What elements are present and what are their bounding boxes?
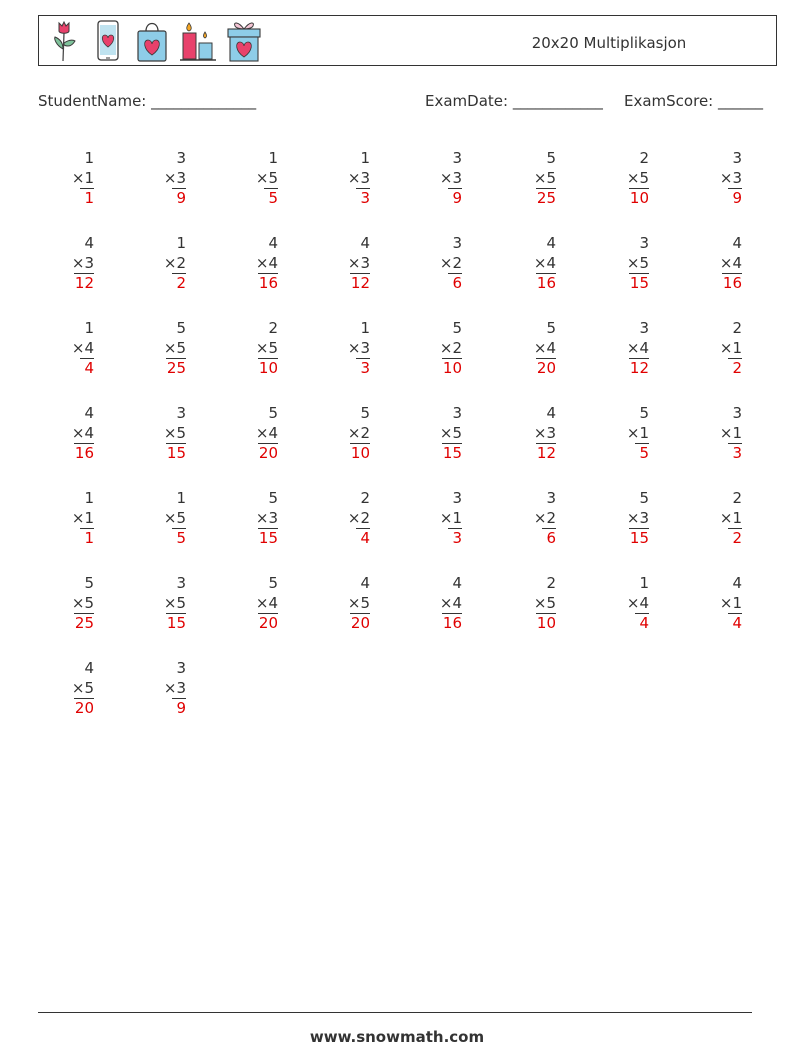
problem-answer: 2 bbox=[732, 529, 742, 547]
problem-multiplier: ×4 bbox=[719, 253, 742, 272]
problem-13 bbox=[422, 234, 462, 294]
problem-multiplicand: 5 bbox=[452, 319, 462, 337]
problem-answer: 20 bbox=[258, 614, 278, 632]
problem-multiplicand: 4 bbox=[546, 404, 556, 422]
problem-18 bbox=[146, 319, 186, 379]
problem-8 bbox=[702, 149, 742, 209]
problem-28 bbox=[330, 404, 370, 464]
problem-27 bbox=[238, 404, 278, 464]
problem-multiplier: ×4 bbox=[71, 423, 94, 442]
problem-39 bbox=[609, 489, 649, 549]
problem-2 bbox=[146, 149, 186, 209]
problem-40 bbox=[702, 489, 742, 549]
problem-multiplier: ×5 bbox=[439, 423, 462, 442]
problem-answer: 10 bbox=[258, 359, 278, 377]
problem-12 bbox=[330, 234, 370, 294]
problem-42 bbox=[146, 574, 186, 634]
problem-answer: 25 bbox=[74, 614, 94, 632]
problem-multiplicand: 2 bbox=[639, 149, 649, 167]
problem-answer: 1 bbox=[84, 189, 94, 207]
problem-answer: 9 bbox=[176, 189, 186, 207]
problem-multiplier: ×3 bbox=[163, 168, 186, 187]
problem-answer: 10 bbox=[442, 359, 462, 377]
problem-multiplicand: 5 bbox=[84, 574, 94, 592]
problem-answer: 12 bbox=[350, 274, 370, 292]
problem-50 bbox=[146, 659, 186, 719]
problem-34 bbox=[146, 489, 186, 549]
problem-multiplier: ×1 bbox=[719, 593, 742, 612]
problem-16 bbox=[702, 234, 742, 294]
problem-answer: 20 bbox=[536, 359, 556, 377]
problem-48 bbox=[702, 574, 742, 634]
problem-10 bbox=[146, 234, 186, 294]
problem-3 bbox=[238, 149, 278, 209]
problem-multiplier: ×4 bbox=[626, 593, 649, 612]
problem-multiplier: ×5 bbox=[163, 338, 186, 357]
problem-multiplier: ×4 bbox=[626, 338, 649, 357]
problem-multiplier: ×3 bbox=[347, 338, 370, 357]
problem-multiplicand: 1 bbox=[360, 319, 370, 337]
problem-answer: 4 bbox=[360, 529, 370, 547]
problem-multiplier: ×5 bbox=[163, 593, 186, 612]
problem-answer: 20 bbox=[350, 614, 370, 632]
problem-multiplicand: 5 bbox=[268, 404, 278, 422]
problem-multiplicand: 5 bbox=[176, 319, 186, 337]
problem-answer: 4 bbox=[732, 614, 742, 632]
problem-answer: 4 bbox=[84, 359, 94, 377]
problem-22 bbox=[516, 319, 556, 379]
problem-multiplicand: 3 bbox=[452, 489, 462, 507]
problem-answer: 6 bbox=[546, 529, 556, 547]
problem-multiplicand: 4 bbox=[268, 234, 278, 252]
problem-answer: 3 bbox=[732, 444, 742, 462]
problem-26 bbox=[146, 404, 186, 464]
problem-multiplier: ×1 bbox=[439, 508, 462, 527]
problem-multiplicand: 4 bbox=[732, 234, 742, 252]
problem-multiplicand: 1 bbox=[176, 489, 186, 507]
problem-multiplier: ×2 bbox=[347, 508, 370, 527]
problem-9 bbox=[54, 234, 94, 294]
problem-multiplicand: 5 bbox=[546, 319, 556, 337]
problem-multiplier: ×3 bbox=[347, 168, 370, 187]
problem-36 bbox=[330, 489, 370, 549]
problem-answer: 5 bbox=[268, 189, 278, 207]
problem-multiplicand: 3 bbox=[176, 574, 186, 592]
problem-30 bbox=[516, 404, 556, 464]
problem-multiplicand: 1 bbox=[84, 319, 94, 337]
problem-multiplier: ×2 bbox=[163, 253, 186, 272]
problem-answer: 15 bbox=[258, 529, 278, 547]
problem-multiplier: ×3 bbox=[439, 168, 462, 187]
problem-multiplicand: 5 bbox=[268, 574, 278, 592]
problem-multiplicand: 3 bbox=[639, 234, 649, 252]
problem-1 bbox=[54, 149, 94, 209]
problem-multiplier: ×4 bbox=[533, 338, 556, 357]
problem-multiplier: ×1 bbox=[719, 338, 742, 357]
problem-multiplicand: 3 bbox=[732, 404, 742, 422]
problem-answer: 20 bbox=[258, 444, 278, 462]
problem-43 bbox=[238, 574, 278, 634]
footer-website: www.snowmath.com bbox=[309, 1028, 485, 1046]
problem-multiplicand: 4 bbox=[360, 574, 370, 592]
problem-answer: 12 bbox=[536, 444, 556, 462]
problem-multiplier: ×4 bbox=[255, 593, 278, 612]
problem-answer: 15 bbox=[629, 529, 649, 547]
problem-answer: 15 bbox=[166, 444, 186, 462]
problem-29 bbox=[422, 404, 462, 464]
problem-multiplier: ×4 bbox=[71, 338, 94, 357]
problem-multiplicand: 3 bbox=[176, 404, 186, 422]
problem-31 bbox=[609, 404, 649, 464]
problem-49 bbox=[54, 659, 94, 719]
problem-answer: 25 bbox=[536, 189, 556, 207]
problem-multiplicand: 2 bbox=[360, 489, 370, 507]
problem-answer: 20 bbox=[74, 699, 94, 717]
problem-multiplier: ×5 bbox=[71, 678, 94, 697]
problem-multiplier: ×5 bbox=[255, 168, 278, 187]
problem-multiplicand: 3 bbox=[176, 149, 186, 167]
problem-multiplicand: 4 bbox=[360, 234, 370, 252]
problem-multiplicand: 4 bbox=[732, 574, 742, 592]
problem-answer: 2 bbox=[732, 359, 742, 377]
problem-38 bbox=[516, 489, 556, 549]
problem-multiplicand: 2 bbox=[732, 319, 742, 337]
problem-answer: 9 bbox=[176, 699, 186, 717]
problem-11 bbox=[238, 234, 278, 294]
problem-4 bbox=[330, 149, 370, 209]
problem-answer: 6 bbox=[452, 274, 462, 292]
problem-25 bbox=[54, 404, 94, 464]
problem-answer: 12 bbox=[74, 274, 94, 292]
problem-multiplier: ×3 bbox=[533, 423, 556, 442]
problem-47 bbox=[609, 574, 649, 634]
problem-answer: 2 bbox=[176, 274, 186, 292]
problem-answer: 9 bbox=[732, 189, 742, 207]
problem-6 bbox=[516, 149, 556, 209]
problem-multiplier: ×2 bbox=[347, 423, 370, 442]
problem-multiplier: ×3 bbox=[626, 508, 649, 527]
problem-32 bbox=[702, 404, 742, 464]
problem-multiplier: ×5 bbox=[163, 423, 186, 442]
problem-multiplier: ×3 bbox=[347, 253, 370, 272]
problem-multiplicand: 4 bbox=[84, 234, 94, 252]
problem-multiplicand: 3 bbox=[732, 149, 742, 167]
problem-multiplier: ×2 bbox=[439, 253, 462, 272]
problem-multiplier: ×5 bbox=[626, 168, 649, 187]
problem-multiplicand: 3 bbox=[176, 659, 186, 677]
student-name-field[interactable]: StudentName: ______________ bbox=[38, 92, 257, 110]
problem-multiplier: ×4 bbox=[255, 423, 278, 442]
problem-answer: 5 bbox=[176, 529, 186, 547]
problem-answer: 15 bbox=[629, 274, 649, 292]
problem-14 bbox=[516, 234, 556, 294]
problem-multiplier: ×5 bbox=[533, 593, 556, 612]
problem-multiplicand: 1 bbox=[360, 149, 370, 167]
problem-multiplier: ×5 bbox=[255, 338, 278, 357]
problem-answer: 9 bbox=[452, 189, 462, 207]
problem-answer: 10 bbox=[536, 614, 556, 632]
problem-15 bbox=[609, 234, 649, 294]
problem-answer: 16 bbox=[258, 274, 278, 292]
problem-multiplier: ×1 bbox=[719, 508, 742, 527]
problem-multiplier: ×3 bbox=[71, 253, 94, 272]
problem-21 bbox=[422, 319, 462, 379]
problem-answer: 4 bbox=[639, 614, 649, 632]
problem-multiplicand: 5 bbox=[639, 404, 649, 422]
problem-multiplier: ×1 bbox=[719, 423, 742, 442]
problem-multiplicand: 3 bbox=[639, 319, 649, 337]
problem-answer: 3 bbox=[452, 529, 462, 547]
problem-answer: 15 bbox=[442, 444, 462, 462]
problem-multiplier: ×5 bbox=[71, 593, 94, 612]
problem-multiplicand: 5 bbox=[268, 489, 278, 507]
problem-answer: 3 bbox=[360, 189, 370, 207]
problem-multiplier: ×4 bbox=[439, 593, 462, 612]
problem-5 bbox=[422, 149, 462, 209]
problem-41 bbox=[54, 574, 94, 634]
problem-multiplier: ×5 bbox=[163, 508, 186, 527]
problem-multiplicand: 5 bbox=[546, 149, 556, 167]
problem-multiplier: ×1 bbox=[71, 168, 94, 187]
problem-multiplicand: 3 bbox=[452, 234, 462, 252]
problem-multiplicand: 5 bbox=[639, 489, 649, 507]
problem-answer: 25 bbox=[166, 359, 186, 377]
problem-multiplier: ×2 bbox=[439, 338, 462, 357]
problem-37 bbox=[422, 489, 462, 549]
footer-divider bbox=[38, 1012, 752, 1013]
problem-20 bbox=[330, 319, 370, 379]
problem-answer: 16 bbox=[74, 444, 94, 462]
problem-multiplicand: 2 bbox=[546, 574, 556, 592]
problem-46 bbox=[516, 574, 556, 634]
problem-answer: 5 bbox=[639, 444, 649, 462]
problem-answer: 16 bbox=[722, 274, 742, 292]
problem-multiplier: ×3 bbox=[255, 508, 278, 527]
problem-24 bbox=[702, 319, 742, 379]
problem-answer: 3 bbox=[360, 359, 370, 377]
problem-answer: 1 bbox=[84, 529, 94, 547]
exam-score-field[interactable]: ExamScore: ______ bbox=[624, 92, 763, 110]
problem-multiplier: ×5 bbox=[347, 593, 370, 612]
problem-multiplicand: 3 bbox=[546, 489, 556, 507]
exam-date-field[interactable]: ExamDate: ____________ bbox=[425, 92, 603, 110]
problem-multiplier: ×5 bbox=[626, 253, 649, 272]
problem-45 bbox=[422, 574, 462, 634]
problem-44 bbox=[330, 574, 370, 634]
problem-multiplicand: 1 bbox=[268, 149, 278, 167]
page-title: 20x20 Multiplikasjon bbox=[531, 34, 687, 52]
problem-multiplicand: 2 bbox=[732, 489, 742, 507]
problem-multiplicand: 4 bbox=[452, 574, 462, 592]
problem-answer: 16 bbox=[536, 274, 556, 292]
problem-multiplier: ×1 bbox=[626, 423, 649, 442]
problem-multiplicand: 1 bbox=[639, 574, 649, 592]
problem-multiplier: ×1 bbox=[71, 508, 94, 527]
problem-multiplicand: 3 bbox=[452, 404, 462, 422]
problem-17 bbox=[54, 319, 94, 379]
problem-multiplicand: 1 bbox=[84, 149, 94, 167]
problem-multiplicand: 1 bbox=[176, 234, 186, 252]
problem-multiplier: ×4 bbox=[533, 253, 556, 272]
problem-answer: 10 bbox=[629, 189, 649, 207]
problem-multiplicand: 4 bbox=[84, 659, 94, 677]
problem-multiplicand: 4 bbox=[546, 234, 556, 252]
problem-answer: 12 bbox=[629, 359, 649, 377]
problem-23 bbox=[609, 319, 649, 379]
problem-multiplicand: 5 bbox=[360, 404, 370, 422]
problem-answer: 10 bbox=[350, 444, 370, 462]
problem-33 bbox=[54, 489, 94, 549]
problem-multiplier: ×2 bbox=[533, 508, 556, 527]
problem-multiplier: ×3 bbox=[719, 168, 742, 187]
problem-35 bbox=[238, 489, 278, 549]
problem-multiplier: ×5 bbox=[533, 168, 556, 187]
problem-7 bbox=[609, 149, 649, 209]
problem-multiplicand: 1 bbox=[84, 489, 94, 507]
problem-multiplicand: 2 bbox=[268, 319, 278, 337]
problem-multiplicand: 4 bbox=[84, 404, 94, 422]
problem-19 bbox=[238, 319, 278, 379]
problem-multiplier: ×4 bbox=[255, 253, 278, 272]
problem-answer: 16 bbox=[442, 614, 462, 632]
problem-multiplicand: 3 bbox=[452, 149, 462, 167]
problem-answer: 15 bbox=[166, 614, 186, 632]
problem-multiplier: ×3 bbox=[163, 678, 186, 697]
